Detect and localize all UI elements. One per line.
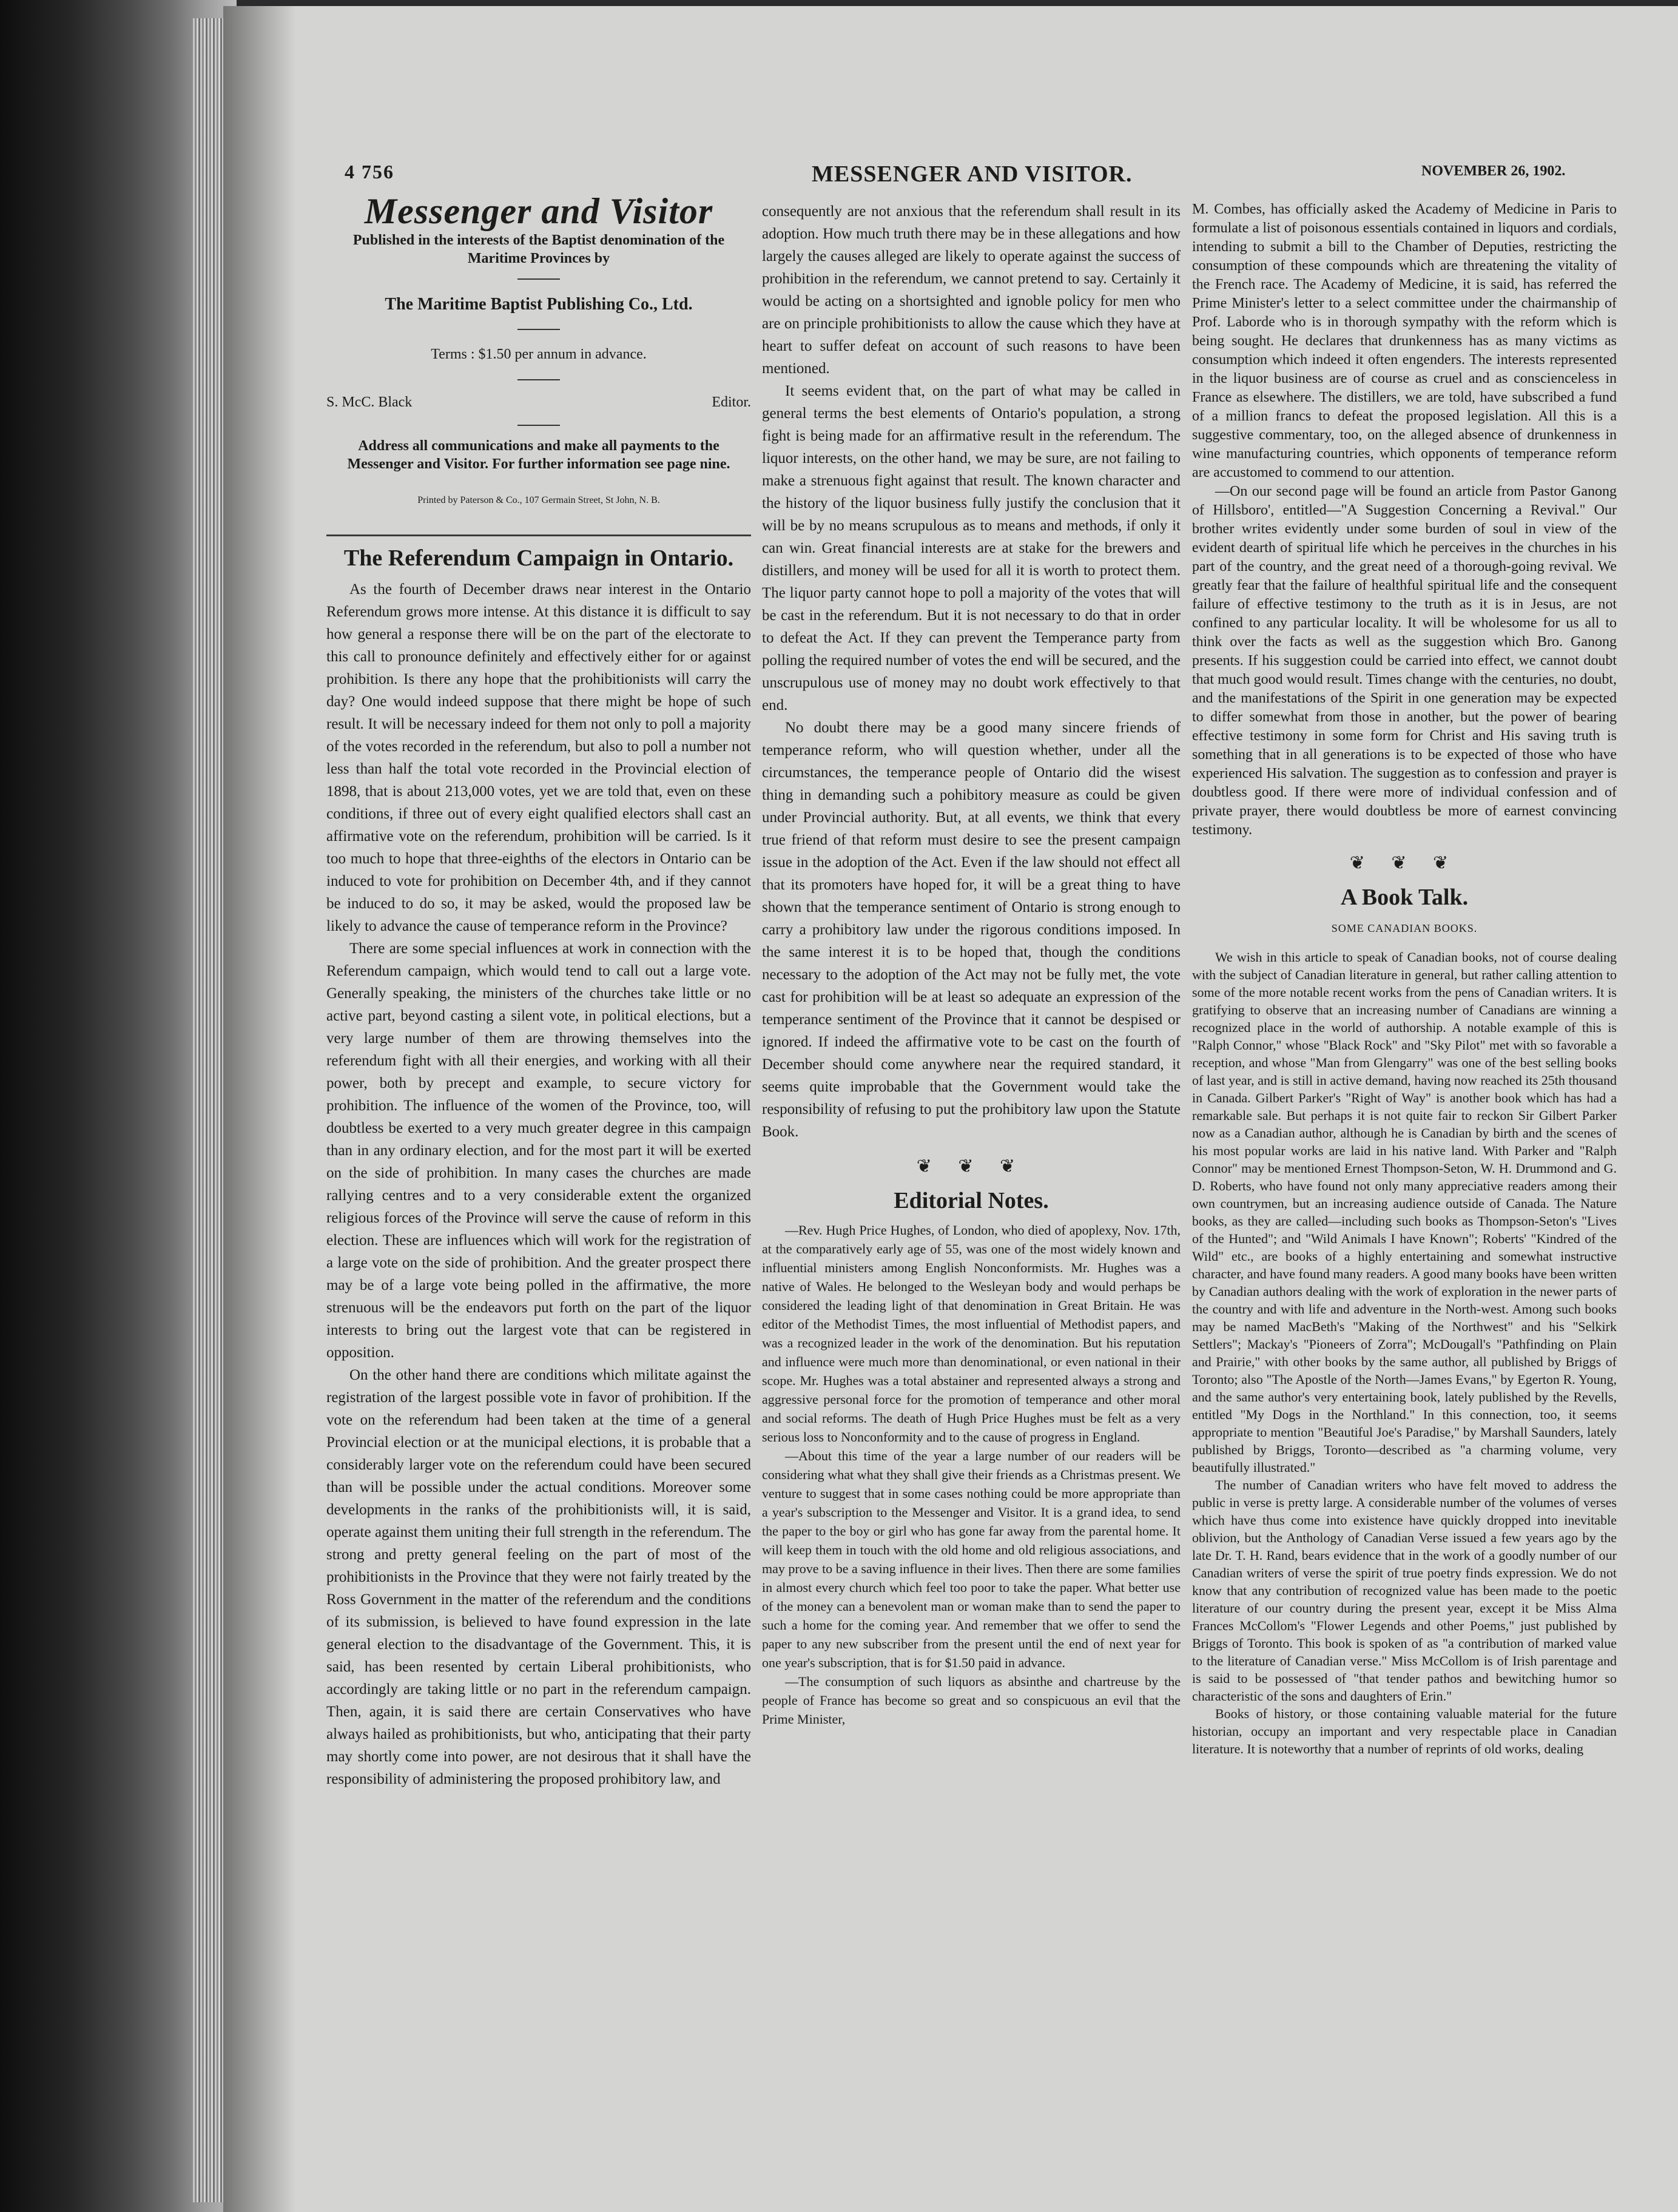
column-2 <box>762 200 1181 1728</box>
article-title: The Referendum Campaign in Ontario. <box>343 545 734 571</box>
editorial-note: —About this time of the year a large number of our readers will be considering what what they shall give their friends as a Christmas present. We venture to suggest that in some cases nothing could be more appropriate than a year's subscription to the Messenger and Visitor. It is a grand idea, to send the paper to the boy or girl who has gone far away from the parental home. It will keep them in touch with the old home and old religious associations, and may prove to be a saving influence in their lives. Then there are some families in almost every church which feel too poor to take the paper. What better use of the money can a benevolent man or woman make than to send the paper to such a home for the coming year. And remember that we offer to send the paper to any new subscriber from the present until the end of next year for one year's subscription, that is for $1.50 paid in advance. <box>762 1448 1181 1670</box>
publisher-name: The Maritime Baptist Publishing Co., Ltd. <box>385 295 693 314</box>
editorial-note: M. Combes, has officially asked the Academy of Medicine in Paris to formulate a list of poisonous essentials contained in liquors and cordials, intending to submit a bill to the Chamber of Deputies, restricting the consumption of these compounds which are threatening the vitality of the French race. The Academy of Medicine, it is said, has referred the Prime Minister's letter to a select committee under the chairmanship of Prof. Laborde who is in thorough sympathy with the reform which is being sought. He declares that drunkenness has as many victims as consumption which indeed it often engenders. The interests represented in the liquor business are of course as cruel and as conscienceless in France as elsewhere. The distillers, we are told, have subscribed a fund of a million francs to defeat the proposed legislation. All this is a suggestive commentary, too, on the alleged absence of drunkenness in wine manufacturing countries, which opponents of temperance reform are accustomed to commend to our attention. <box>1192 201 1617 481</box>
article-paragraph: Books of history, or those containing valuable material for the future historian, occupy an important and very respectable place in Canadian literature. It is noteworthy that a number of reprints of old works, dealing <box>1192 1706 1617 1756</box>
section-ornament: ❦ ❦ ❦ <box>1349 853 1460 873</box>
book-talk-subtitle: SOME CANADIAN BOOKS. <box>1331 922 1478 934</box>
gutter-shadow <box>223 6 296 2212</box>
address-notice: Address all communications and make all payments to the Messenger and Visitor. For further information see page nine. <box>347 438 730 472</box>
article-paragraph: There are some special influences at work in connection with the Referendum campaign, which would tend to call out a large vote. Generally speaking, the ministers of the churches take little or no active part, beyond casting a silent vote, in political elections, but a very large number of them are throwing themselves into the referendum fight with all their energies, and working with all their power, both by precept and example, to secure victory for prohibition. The influence of the women of the Province, too, will doubtless be exerted to a very much greater degree in this campaign than in any ordinary election, and for the most part it will be exerted on the side of prohibition. In many cases the churches are made rallying centres and to a very considerable extent the organized religious forces of the Province will serve the cause of reform in this election. These are influences which will work for the registration of a large vote on the side of prohibition. And the greater prospect there may be of a large vote being polled in the affirmative, the more strenuous will be the endeavors put forth on the part of the liquor interests to bring out the largest vote that can be registered in opposition. <box>326 940 751 1361</box>
article-paragraph: As the fourth of December draws near interest in the Ontario Referendum grows more intense. At this distance it is difficult to say how general a response there will be on the part of the electorate to this call to pronounce definitely and effectively either for or against prohibition. Is there any hope that the prohibitionists will carry the day? One would indeed suppose that there might be hope of such result. It will be necessary indeed for them not only to poll a majority of the votes recorded in the referendum, but also to poll a number not less than half the total vote recorded in the Provincial election of 1898, that is about 213,000 votes, yet we are told that, even on these conditions, if three out of every eight qualified electors shall cast an affirmative vote on the referendum, prohibition will be carried. Is it too much to hope that three-eighths of the electors in Ontario can be induced to vote for prohibition on December 4th, and if they cannot be induced to do so, it may be asked, would the proposed law be likely to advance the cause of temperance reform in the Province? <box>326 581 751 934</box>
issue-date: NOVEMBER 26, 1902. <box>1421 163 1566 179</box>
editorial-note: —Rev. Hugh Price Hughes, of London, who died of apoplexy, Nov. 17th, at the comparatively early age of 55, was one of the most widely known and influential ministers among English Nonconformists. Mr. Hughes was a native of Wales. He belonged to the Wesleyan body and would perhaps be considered the leading light of that denomination in Great Britain. He was editor of the Methodist Times, the most influential of Methodist papers, and was a recognized leader in the work of the denomination. But his reputation and influence were much more than denominational, or even national in their scope. Mr. Hughes was a total abstainer and represented always a strong and aggressive personal force for the promotion of temperance and other moral and social reforms. The death of Hugh Price Hughes must be felt as a very serious loss to Nonconformity and to the cause of progress in England. <box>762 1222 1181 1445</box>
editorial-notes-title: Editorial Notes. <box>894 1188 1049 1213</box>
divider <box>517 379 560 380</box>
masthead-title: Messenger and Visitor <box>364 191 713 231</box>
article-paragraph: consequently are not anxious that the referendum shall result in its adoption. How much truth there may be in these allegations and how largely the causes alleged are likely to operate against the success of prohibition in the referendum, we cannot pretend to say. Certainly it would be acting on a shortsighted and ignoble policy for men who are on principle prohibitionists to allow the cause which they have at heart to suffer defeat on account of such reasons to have been mentioned. <box>762 203 1181 377</box>
divider <box>517 278 560 280</box>
section-rule <box>326 534 751 536</box>
column-3 <box>1192 200 1617 1758</box>
running-header <box>223 161 1678 191</box>
divider <box>517 329 560 330</box>
editor-name: S. McC. Black <box>326 394 413 410</box>
editorial-note: —The consumption of such liquors as absinthe and chartreuse by the people of France has become so great and so conspicuous an evil that the Prime Minister, <box>762 1674 1181 1727</box>
divider <box>517 425 560 426</box>
article-paragraph: We wish in this article to speak of Canadian books, not of course dealing with the subject of Canadian literature in general, but rather calling attention to some of the more notable recent works from the pens of Canadian writers. It is gratifying to observe that an increasing number of Canadians are winning a recognized place in the world of authorship. A notable example of this is "Ralph Connor," whose "Black Rock" and "Sky Pilot" met with so favorable a reception, and whose "Man from Glengarry" was one of the best selling books of last year, and is still in active demand, having now reached its 25th thousand in Canada. Gilbert Parker's "Right of Way" is another book which has had a remarkable sale. But perhaps it is not quite fair to reckon Sir Gilbert Parker now as a Canadian author, although he is Canadian by birth and the scenes of his most popular works are laid in his native land. With Parker and "Ralph Connor" may be mentioned Ernest Thompson-Seton, W. H. Drummond and G. D. Roberts, who have found not only many appreciative readers among their own countrymen, but an increasing audience outside of Canada. The Nature books, as they are called—including such books as Thompson-Seton's "Lives of the Hunted"; and "Wild Animals I have Known"; Roberts' "Kindred of the Wild" etc., are books of a highly entertaining and somewhat instructive character, and have found many readers. A good many books have been written by Canadian authors dealing with the work of exploration in the newer parts of the country and with life and adventure in the North-west. Among such books may be named MacBeth's "Making of the Northwest" and his "Selkirk Settlers"; Mackay's "Pioneers of Zorra"; McDougall's "Pathfinding on Plain and Prairie," with other books by the same author, all published by Briggs of Toronto; also "The Apostle of the North—James Evans," by Egerton R. Young, and the same author's very entertaining book, lately published by the Revells, entitled "My Dogs in the Northland." In this connection, too, it seems appropriate to mention "Beautiful Joe's Paradise," by Marshall Saunders, lately published by Briggs, Toronto—described as "a charming volume, very beautifully illustrated." <box>1192 949 1617 1475</box>
editor-line <box>326 391 751 414</box>
masthead-subtitle: Published in the interests of the Baptist denomination of the Maritime Provinces by <box>352 232 725 266</box>
column-1 <box>326 191 751 1790</box>
article-paragraph: On the other hand there are conditions which militate against the registration of the largest possible vote in favor of prohibition. If the vote on the referendum had been taken at the time of a general Provincial election or at the municipal elections, it is probable that a considerably larger vote on the referendum could have been secured than will be possible under the actual conditions. Moreover some developments in the ranks of the prohibitionists will, it is said, operate against them uniting their full strength in the referendum. The strong and pretty general feeling on the part of most of the prohibitionists in the Province that they were not fairly treated by the Ross Government in the matter of the referendum and the conditions of its submission, is believed to have found expression in the late general election to the disadvantage of the Government. This, it is said, has been resented by certain Liberal prohibitionists, who accordingly are taking little or no part in the referendum campaign. Then, again, it is said there are certain Conservatives who have always hailed as prohibitionists, but who, anticipating that their party may shortly come into power, are not desirous that it shall have the responsibility of administering the proposed prohibitory law, and <box>326 1367 751 1787</box>
editor-label: Editor. <box>712 394 751 410</box>
printer-line: Printed by Paterson & Co., 107 Germain Street, St John, N. B. <box>417 495 660 505</box>
article-paragraph: No doubt there may be a good many sincere friends of temperance reform, who will question whether, under all the circumstances, the temperance people of Ontario did the wisest thing in demanding such a pohibitory measure as could be given under Provincial authority. But, at all events, we think that every true friend of that reform must desire to see the present campaign issue in the adoption of the Act. Even if the law should not effect all that its promoters have hoped for, it will be a great thing to have shown that the temperance sentiment of Ontario is strong enough to carry a prohibitory law under the rigorous conditions imposed. In the same interest it is to be hoped that, though the conditions necessary to the adoption of the Act may not be fully met, the vote cast for prohibition will be at least so adequate an expression of the temperance sentiment of the Province that it cannot be despised or ignored. If indeed the affirmative vote to be cast on the fourth of December should come anywhere near the required standard, it seems quite improbable that the Government would take the responsibility of refusing to put the prohibitory law upon the Statute Book. <box>762 720 1181 1140</box>
page-number: 4 756 <box>345 161 394 183</box>
section-ornament: ❦ ❦ ❦ <box>916 1156 1026 1176</box>
running-title: MESSENGER AND VISITOR. <box>812 161 1133 187</box>
editorial-note: —On our second page will be found an article from Pastor Ganong of Hillsboro', entitled—"A Suggestion Concerning a Revival." Our brother writes evidently under some burden of soul in view of the evident dearth of spiritual life which he perceives in the churches in his part of the country, and the great need of a thorough-going revival. We greatly fear that the failure of healthful spiritual life and the consequent failure of effective testimony to the truth as it is in Jesus, are not confined to any particular locality. It will be wholesome for us all to think over the facts as well as the suggestion which Bro. Ganong presents. If his suggestion could be carried into effect, we cannot doubt that much good would result. Times change with the centuries, no doubt, and the manifestations of the Spirit in one generation may be expected to differ somewhat from those in another, but the power of bearing effective testimony in some form for Christ and His saving truth is something that in all generations is to be expected of those who have experienced His salvation. The suggestion as to confession and prayer is doubtless good. If there were more of individual confession and of private prayer, there would doubtless be more of earnest convincing testimony. <box>1192 484 1617 838</box>
book-talk-title: A Book Talk. <box>1340 885 1469 910</box>
article-paragraph: The number of Canadian writers who have felt moved to address the public in verse is pretty large. A considerable number of the volumes of verses which have thus come into existence have quickly dropped into inevitable oblivion, but the Anthology of Canadian Verse issued a few years ago by the late Dr. T. H. Rand, bears evidence that in the work of a goodly number of our Canadian writers of verse the spirit of true poetry finds expression. We do not know that any contribution of recognized value has been made to the poetic literature of our country during the present year, except it be Miss Alma Frances McCollom's "Flower Legends and other Poems," just published by Briggs of Toronto. This book is spoken of as "a contribution of marked value to the literature of Canadian verse." Miss McCollom is of Irish parentage and is said to be possessed of "that tender pathos and bewitching humor so characteristic of the sons and daughters of Erin." <box>1192 1477 1617 1704</box>
newspaper-page <box>223 6 1678 2212</box>
article-paragraph: It seems evident that, on the part of what may be called in general terms the best elements of Ontario's population, a strong fight is being made for an affirmative result in the referendum. The liquor interests, on the other hand, we may be sure, are not failing to make a strenuous fight against that result. The known character and the history of the liquor business fully justify the conclusion that it will be by no means scrupulous as to means and methods, if only it can win. Great financial interests are at stake for the brewers and distillers, and money will be used for all it is worth to protect them. The liquor party cannot hope to poll a majority of the votes that will be cast in the referendum. But it is not necessary to do that in order to defeat the Act. If they can prevent the Temperance party from polling the required number of votes the end will be secured, and the unscrupulous use of money may no doubt work effectively to that end. <box>762 383 1181 713</box>
subscription-terms: Terms : $1.50 per annum in advance. <box>431 346 647 362</box>
